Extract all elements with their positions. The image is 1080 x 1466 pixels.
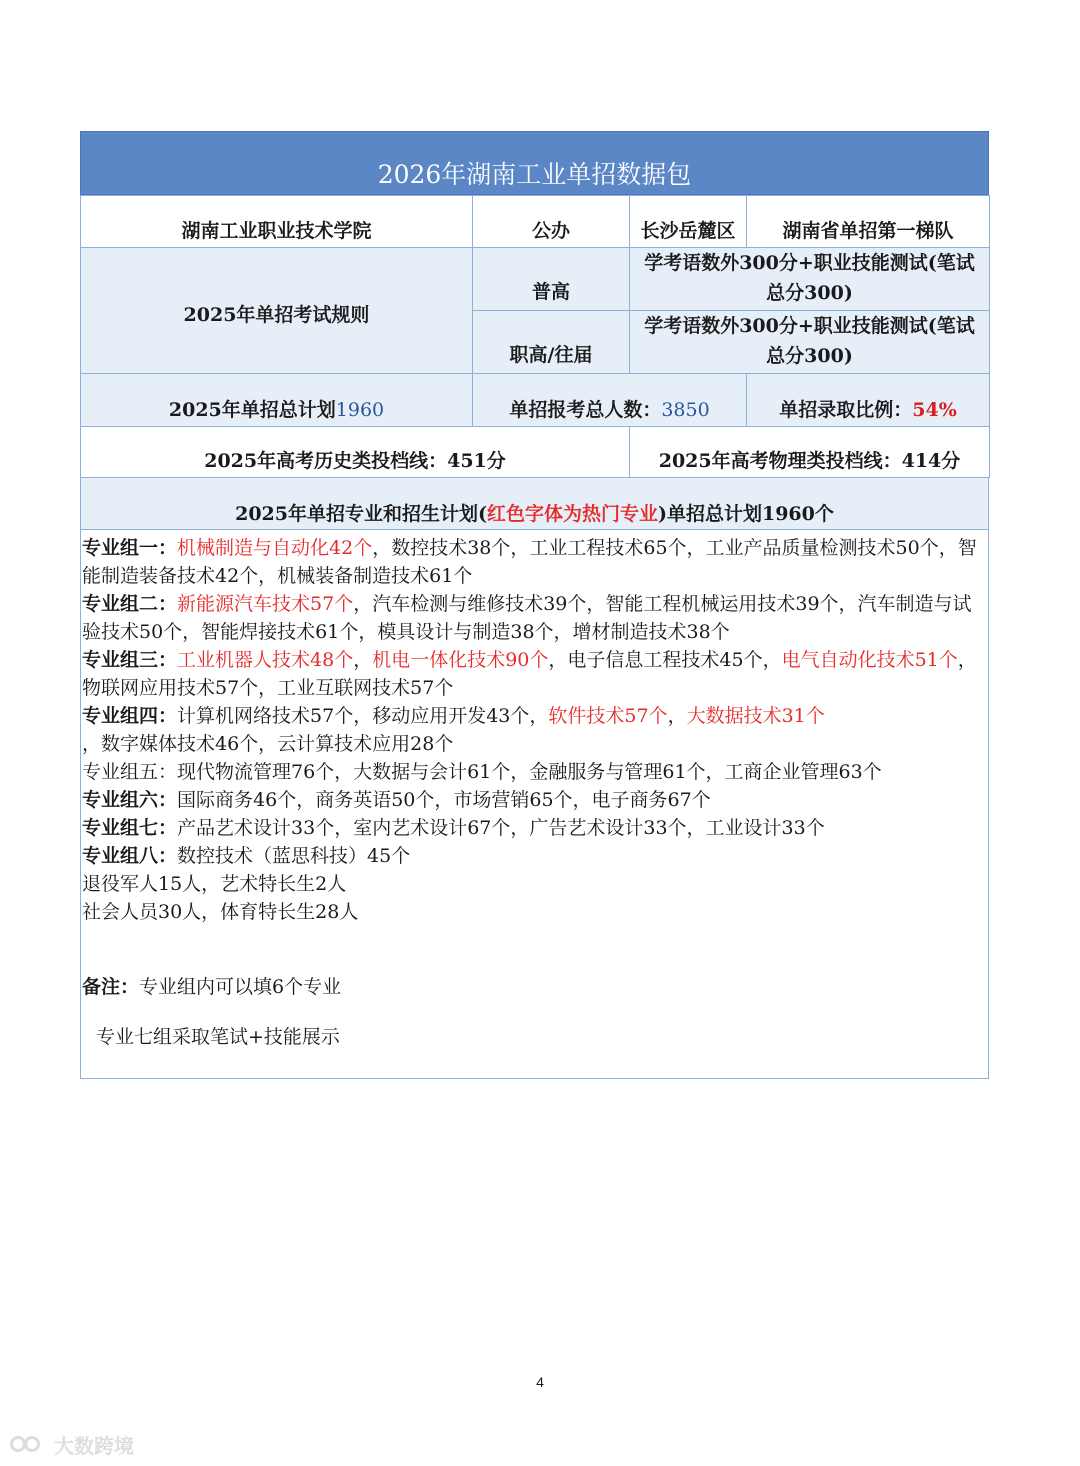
rules-label: 2025年单招考试规则: [81, 248, 473, 374]
school-location: 长沙岳麓区: [630, 196, 747, 248]
school-type: 公办: [473, 196, 630, 248]
group-majors: ，物联网应用技术57个，工业互联网技术57个: [82, 649, 977, 699]
extra-line-2: 社会人员30人，体育特长生28人: [82, 901, 359, 923]
major-group-7: [82, 814, 986, 842]
info-table: [80, 195, 990, 478]
note-line: [82, 973, 986, 1001]
group-majors: 计算机网络技术57个，移动应用开发43个，: [177, 705, 549, 727]
major-group-3: [82, 646, 986, 702]
ratio-label: 单招录取比例：: [779, 399, 913, 421]
rules-zhigao-label: 职高/往届: [473, 311, 630, 374]
major-group-8: [82, 842, 986, 870]
watermark-logo-icon: [10, 1433, 48, 1457]
group-label: 专业组八：: [82, 845, 178, 867]
school-name: 湖南工业职业技术学院: [81, 196, 473, 248]
school-tier: 湖南省单招第一梯队: [747, 196, 990, 248]
page-number: 4: [536, 1374, 544, 1390]
group-majors: ，数控技术38个，工业工程技术65个，工业产品质量检测技术50个，智能制造装备技术42个，机械装备制造技术61个: [82, 537, 977, 587]
rules-zhigao-text: 学考语数外300分+职业技能测试(笔试总分300): [630, 311, 990, 374]
history-score: 2025年高考历史类投档线：451分: [81, 427, 630, 478]
group-majors: 产品艺术设计33个，室内艺术设计67个，广告艺术设计33个，工业设计33个: [177, 817, 825, 839]
majors-list: [80, 530, 989, 1079]
hot-major: 软件技术57个: [548, 705, 668, 727]
hot-major: 大数据技术31个: [686, 705, 825, 727]
plan-label: 2025年单招总计划: [168, 399, 336, 421]
rules-pugao-text: 学考语数外300分+职业技能测试(笔试总分300): [630, 248, 990, 311]
note-line-2: 专业七组采取笔试+技能展示: [96, 1026, 340, 1048]
major-group-4: [82, 702, 986, 758]
hot-major: 新能源汽车技术57个: [177, 593, 354, 615]
hot-major: 机械制造与自动化42个: [177, 537, 373, 559]
watermark-text: 大数跨境: [54, 1434, 134, 1458]
group-majors: 国际商务46个，商务英语50个，市场营销65个，电子商务67个: [177, 789, 711, 811]
page-title: 2026年湖南工业单招数据包: [80, 131, 989, 195]
majors-header-text: 2025年单招专业和招生计划(: [235, 503, 487, 525]
group-label: 专业组七：: [82, 817, 178, 839]
note-label: 备注：: [82, 976, 140, 998]
watermark: [10, 1430, 134, 1459]
hot-major: 工业机器人技术48个: [177, 649, 354, 671]
hot-major: 电气自动化技术51个: [781, 649, 958, 671]
rules-pugao-label: 普高: [473, 248, 630, 311]
plan-cell: [81, 374, 473, 427]
major-group-1: [82, 534, 986, 590]
group-label: 专业组三：: [82, 649, 178, 671]
applicants-label: 单招报考总人数：: [509, 399, 662, 421]
extra-line-1: 退役军人15人，艺术特长生2人: [82, 873, 347, 895]
group-majors: 数控技术（蓝思科技）45个: [177, 845, 411, 867]
note-text: 专业组内可以填6个专业: [139, 976, 342, 998]
majors-header: [80, 478, 989, 530]
group-label: 专业组六：: [82, 789, 178, 811]
separator: ，: [667, 705, 687, 727]
major-group-6: [82, 786, 986, 814]
group-majors: ，数字媒体技术46个，云计算技术应用28个: [82, 733, 454, 755]
major-group-2: [82, 590, 986, 646]
applicants-cell: [473, 374, 747, 427]
group-majors: ，汽车检测与维修技术39个，智能工程机械运用技术39个，汽车制造与试验技术50个，智能焊接技术61个，模具设计与制造38个，增材制造技术38个: [82, 593, 972, 643]
group-majors: 专业组五：现代物流管理76个，大数据与会计61个，金融服务与管理61个，工商企业管理63个: [82, 761, 882, 783]
applicants-value: 3850: [661, 399, 710, 421]
major-group-5: [82, 758, 986, 786]
ratio-cell: [747, 374, 990, 427]
majors-header-text-end: )单招总计划1960个: [658, 503, 834, 525]
physics-score: 2025年高考物理类投档线：414分: [630, 427, 990, 478]
group-majors: ，电子信息工程技术45个，: [548, 649, 782, 671]
group-label: 专业组四：: [82, 705, 178, 727]
document: [80, 131, 989, 1079]
majors-header-hot: 红色字体为热门专业: [486, 503, 658, 525]
separator: ，: [353, 649, 373, 671]
ratio-value: 54%: [912, 399, 957, 421]
plan-value: 1960: [335, 399, 385, 421]
hot-major: 机电一体化技术90个: [372, 649, 549, 671]
group-label: 专业组二：: [82, 593, 178, 615]
group-label: 专业组一：: [82, 537, 178, 559]
